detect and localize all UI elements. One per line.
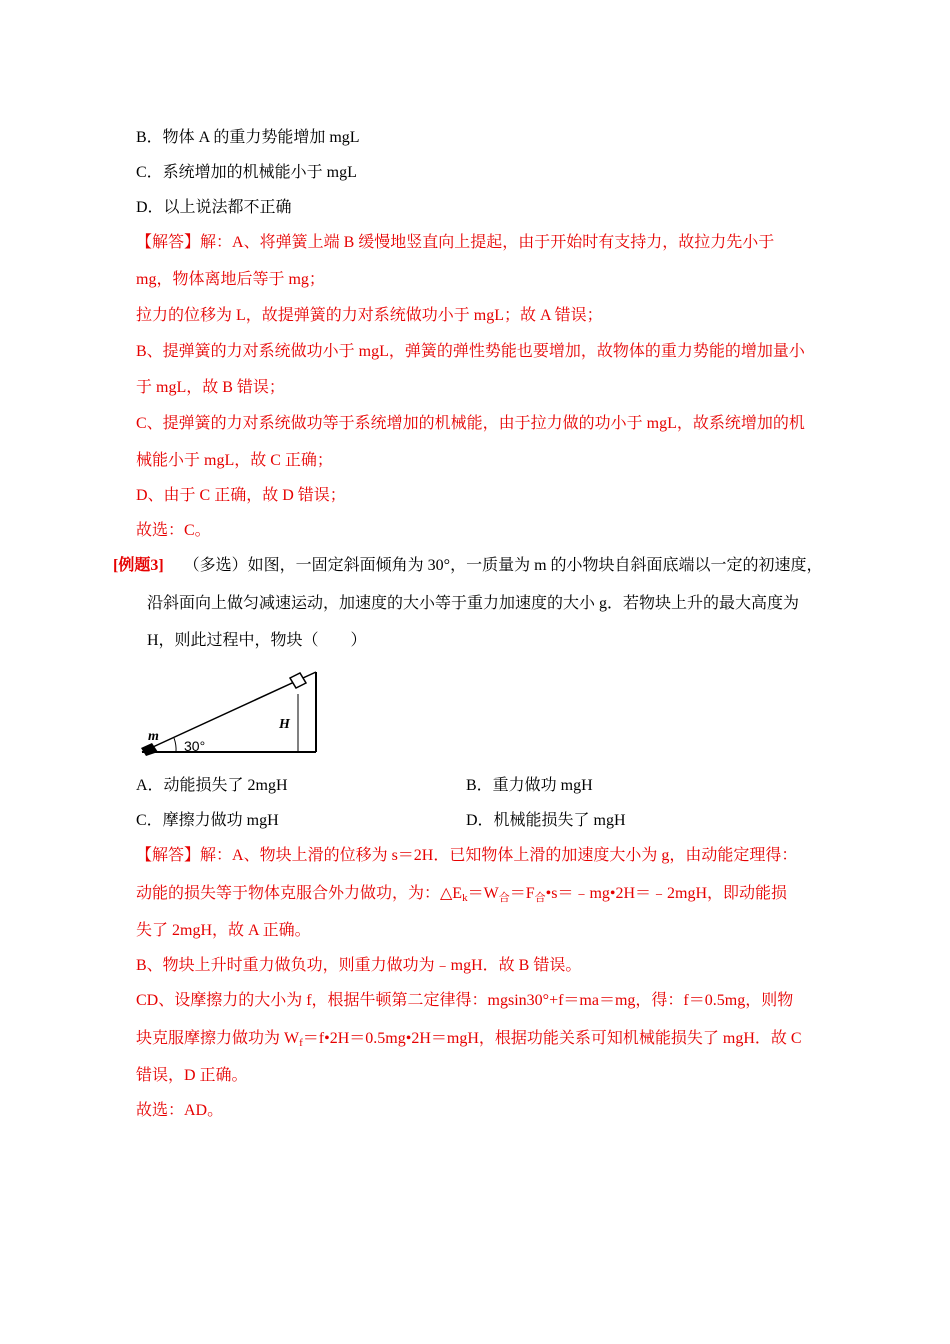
option-c: C．系统增加的机械能小于 mgL (136, 164, 357, 181)
angle-label: 30° (184, 738, 206, 754)
option-d: D．以上说法都不正确 (136, 199, 292, 216)
example-stem-3: H，则此过程中，物块（ ） (147, 632, 367, 649)
solution-line-8: D、由于 C 正确，故 D 错误； (136, 487, 346, 504)
incline-figure (138, 666, 320, 760)
solution3-line-7: 错误，D 正确。 (136, 1067, 248, 1084)
block-bottom (141, 743, 158, 756)
example-option-c: C．摩擦力做功 mgH (136, 812, 279, 829)
option-b: B．物体 A 的重力势能增加 mgL (136, 129, 360, 146)
solution-line-3: 拉力的位移为 L，故提弹簧的力对系统做功小于 mgL；故 A 错误； (136, 307, 603, 324)
mass-label: m (148, 729, 159, 744)
solution3-line-2: 动能的损失等于物体克服合外力做功，为：$\triangle E_k=W_合=F_合•s=﹣mg•2H=﹣2mgH$，即动能损 (136, 885, 788, 904)
solution-tag: 【解答】 (136, 234, 201, 251)
example-stem-2: 沿斜面向上做匀减速运动，加速度的大小等于重力加速度的大小 g．若物块上升的最大高度为 (147, 595, 800, 612)
example-stem-1: [例题3] （多选）如图，一固定斜面倾角为 30°，一质量为 m 的小物块自斜面底端以一定的初速度， (113, 557, 823, 574)
solution3-line-1: 【解答】解：A、物块上滑的位移为 s＝2H．已知物体上滑的加速度大小为 g，由动能定理得： (136, 847, 798, 864)
solution3-line-4: B、物块上升时重力做负功，则重力做功为﹣mgH．故 B 错误。 (136, 957, 582, 974)
solution3-line-6: 块克服摩擦力做功为 $W_f=f•2H=0.5mg•2H=mgH$，根据功能关系可知机械能损失了 mgH．故 C (136, 1030, 802, 1049)
example-option-d: D．机械能损失了 mgH (466, 812, 626, 829)
height-label: H (279, 717, 290, 732)
example-tag: [例题3] (113, 557, 164, 574)
solution-line-7: 械能小于 mgL，故 C 正确； (136, 452, 333, 469)
solution-line-9: 故选：C。 (136, 522, 211, 539)
solution3-line-8: 故选：AD。 (136, 1102, 224, 1119)
solution-line-4: B、提弹簧的力对系统做功小于 mgL，弹簧的弹性势能也要增加，故物体的重力势能的增加量小 (136, 343, 805, 360)
incline-diagram (138, 666, 320, 760)
solution-line-5: 于 mgL，故 B 错误； (136, 379, 285, 396)
solution-line-2: mg，物体离地后等于 mg； (136, 271, 325, 288)
solution-line-6: C、提弹簧的力对系统做功等于系统增加的机械能，由于拉力做的功小于 mgL，故系统增加的机 (136, 415, 805, 432)
solution3-line-3: 失了 2mgH，故 A 正确。 (136, 922, 311, 939)
solution3-tag: 【解答】 (136, 847, 201, 864)
solution3-line-5: CD、设摩擦力的大小为 f，根据牛顿第二定律得：mgsin30°+f＝ma＝mg，得：f＝0.5mg，则物 (136, 992, 794, 1009)
example-option-a: A．动能损失了 2mgH (136, 777, 288, 794)
block-top (290, 673, 306, 688)
example-option-b: B．重力做功 mgH (466, 777, 593, 794)
solution-line-1: 【解答】解：A、将弹簧上端 B 缓慢地竖直向上提起，由于开始时有支持力，故拉力先小于 (136, 234, 775, 251)
